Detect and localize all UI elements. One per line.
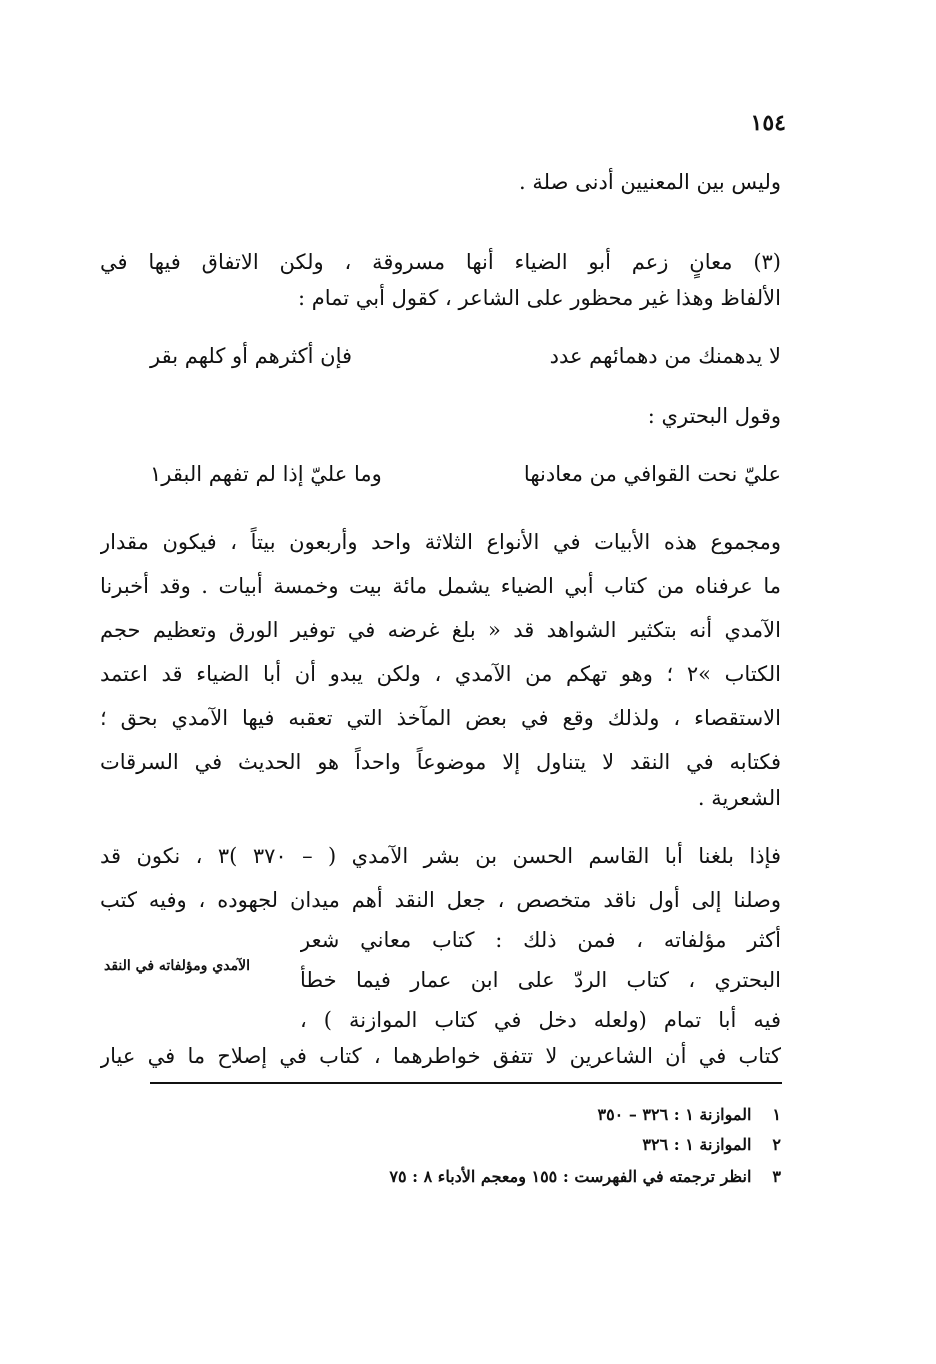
- paragraph-line: الألفاظ وهذا غير محظور على الشاعر ، كقول أبي تمام :: [297, 286, 781, 310]
- footnote: [300, 1100, 781, 1130]
- paragraph-line: فإذا بلغنا أبا القاسم الحسن بن بشر الآمدي ( – ٣٧٠ )٣ ، نكون قد: [100, 844, 781, 868]
- paragraph-line: الآمدي أنه بتكثير الشواهد قد « بلغ غرضه في توفير الورق وتعظيم حجم: [100, 618, 781, 642]
- footnote-text: انظر ترجمته في الفهرست : ١٥٥ ومعجم الأدباء ٨ : ٧٥: [389, 1167, 752, 1186]
- paragraph-line: ما عرفناه من كتاب أبي الضياء يشمل مائة بيت وخمسة أبيات . وقد أخبرنا: [100, 574, 781, 598]
- page-number: ١٥٤: [750, 110, 786, 136]
- footnote-separator: [150, 1082, 782, 1084]
- paragraph-line: وصلنا إلى أول ناقد متخصص ، جعل النقد أهم ميدان لجهوده ، وفيه كتب: [100, 888, 781, 912]
- paragraph-line: فيه أبا تمام (ولعله دخل في كتاب الموازنة ) ،: [300, 1008, 781, 1032]
- paragraph-line: فكتابه في النقد لا يتناول إلا موضوعاً واحداً هو الحديث في السرقات: [100, 750, 781, 774]
- verse-first-hemistich: عليّ نحت القوافي من معادنها: [523, 462, 781, 486]
- paragraph-line: (٣) معانٍ زعم أبو الضياء أنها مسروقة ، ولكن الاتفاق فيها في: [100, 250, 781, 274]
- footnote: [300, 1162, 781, 1192]
- footnote: [300, 1130, 781, 1160]
- paragraph-line: أكثر مؤلفاته ، فمن ذلك : كتاب معاني شعر: [300, 928, 781, 952]
- paragraph-line: الكتاب »٢ ؛ وهو تهكم من الآمدي ، ولكن يبدو أن أبا الضياء قد اعتمد: [100, 662, 781, 686]
- verse-first-hemistich: لا يدهمنك من دهمائهم عدد: [549, 344, 781, 368]
- paragraph-line: الشعرية .: [697, 786, 781, 810]
- paragraph-line: الاستقصاء ، ولذلك وقع في بعض المآخذ التي تعقبه فيها الآمدي بحق ؛: [100, 706, 781, 730]
- footnote-number: ١: [772, 1105, 781, 1124]
- paragraph-line: وليس بين المعنيين أدنى صلة .: [519, 170, 781, 194]
- paragraph-line: البحتري ، كتاب الردّ على ابن عمار فيما خطأ: [300, 968, 781, 992]
- paragraph-line: ومجموع هذه الأبيات في الأنواع الثلاثة واحد وأربعون بيتاً ، فيكون مقدار: [100, 530, 781, 554]
- footnote-text: الموازنة ١ : ٣٢٦ – ٣٥٠: [597, 1105, 752, 1124]
- footnote-number: ٢: [772, 1135, 781, 1154]
- verse: [150, 334, 781, 378]
- footnote-text: الموازنة ١ : ٣٢٦: [642, 1135, 752, 1154]
- verse-second-hemistich: فإن أكثرهم أو كلهم بقر: [150, 344, 353, 368]
- footnote-number: ٣: [772, 1167, 781, 1186]
- margin-note: الآمدي ومؤلفاته في النقد: [104, 958, 250, 974]
- paragraph-line: وقول البحتري :: [647, 404, 781, 428]
- verse-second-hemistich: وما عليّ إذا لم تفهم البقر١: [150, 462, 382, 486]
- verse: [150, 452, 781, 496]
- paragraph-line: كتاب في أن الشاعرين لا تتفق خواطرهما ، كتاب في إصلاح ما في عيار: [100, 1044, 781, 1068]
